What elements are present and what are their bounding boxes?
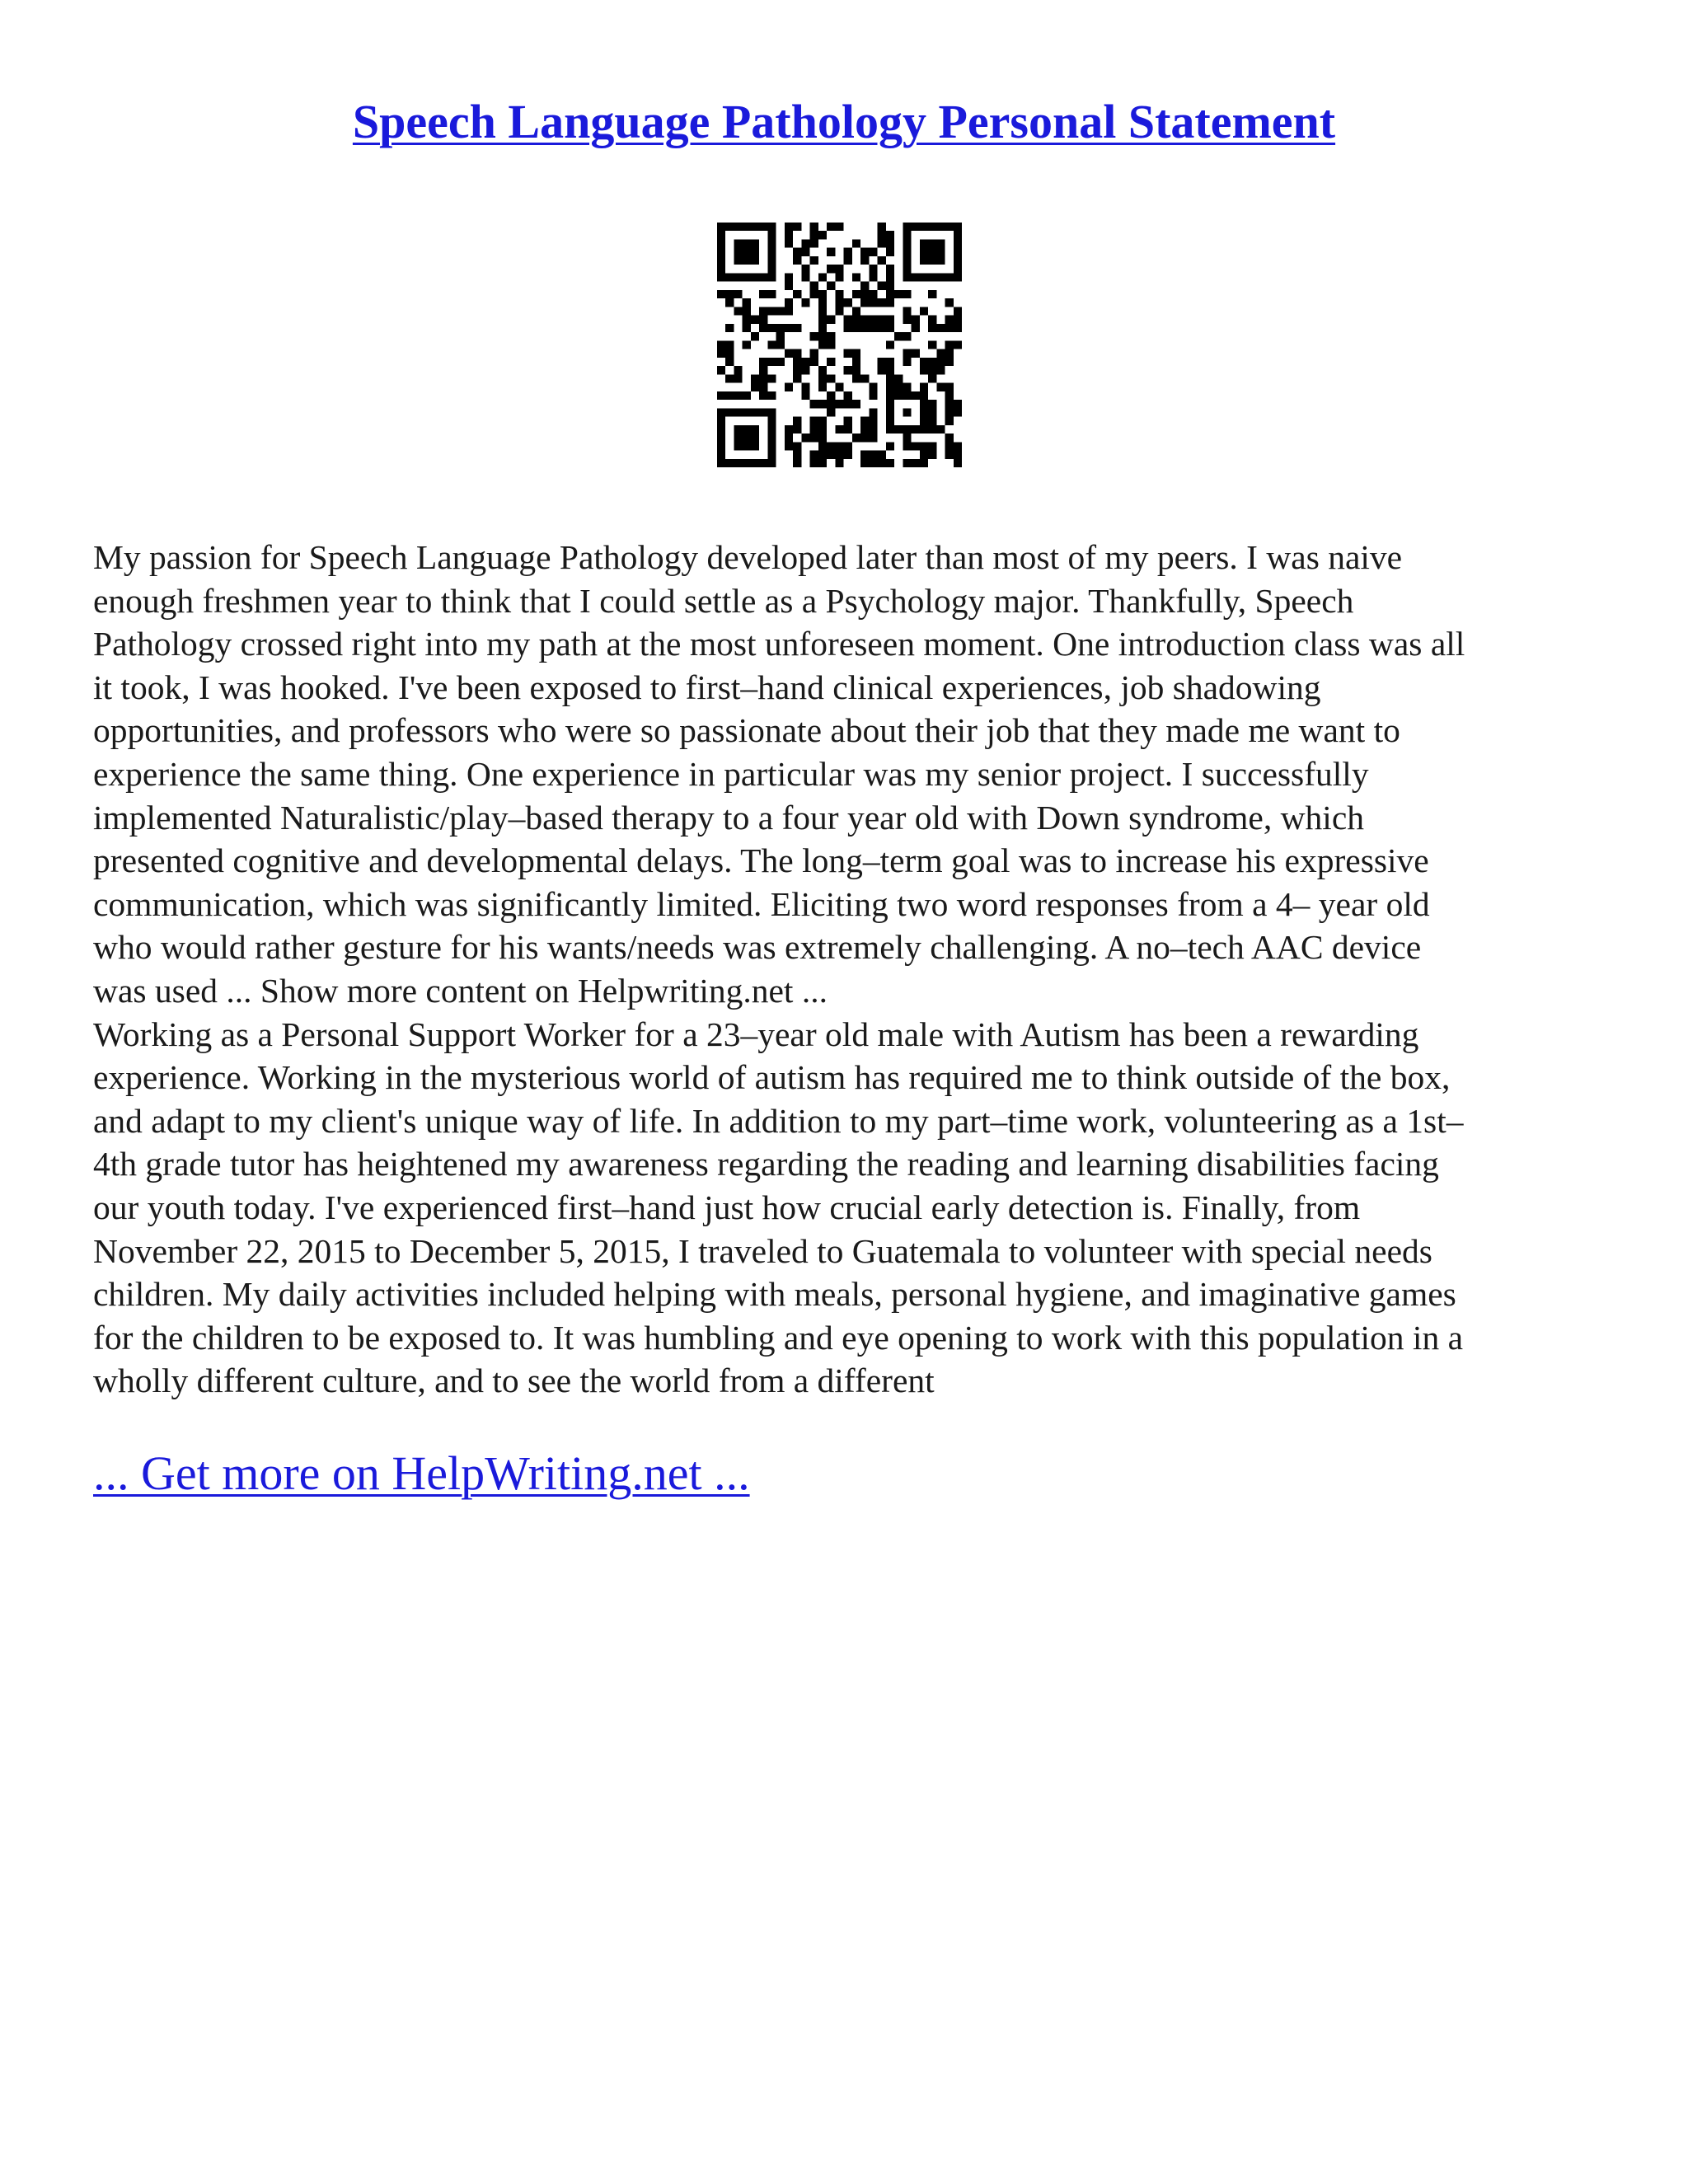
paragraph-intro: My passion for Speech Language Pathology developed later than most of my peers. I was naive enough freshmen year to think that I could settle as a Psychology major. Thankfully, Speech Pathology crossed right into my path at the most unforeseen moment. One introduction class was all it took, I was hooked. I've been exposed to first–hand clinical experiences, job shadowing opportunities, and professors who were so passionate about their job that they made me want to experience the same thing. One experience in particular was my senior project. I successfully implemented Naturalistic/play–based therapy to a four year old with Down syndrome, which presented cognitive and developmental delays. The long–term goal was to increase his expressive communication, which was significantly limited. Eliciting two word responses from a 4– year old who would rather gesture for his wants/needs was extremely challenging. A no–tech AAC device was used ... Show more content on Helpwriting.net ... — [93, 538, 1465, 1010]
get-more-link[interactable]: ... Get more on HelpWriting.net ... — [93, 1446, 750, 1500]
qr-code-icon — [717, 223, 962, 467]
title-link[interactable]: Speech Language Pathology Personal Statement — [352, 95, 1336, 148]
page-title — [0, 89, 1688, 155]
paragraph-experience: Working as a Personal Support Worker for a 23–year old male with Autism has been a rewarding experience. Working in the mysterious world of autism has required me to think outside of the box, and adapt to my client's unique way of life. In addition to my part–time work, volunteering as a 1st– 4th grade tutor has heightened my awareness regarding the reading and learning disabilities facing our youth today. I've experienced first–hand just how crucial early detection is. Finally, from November 22, 2015 to December 5, 2015, I traveled to Guatemala to volunteer with special needs children. My daily activities included helping with meals, personal hygiene, and imaginative games for the children to be exposed to. It was humbling and eye opening to work with this population in a wholly different culture, and to see the world from a different — [93, 1015, 1464, 1400]
get-more-link-container — [93, 1444, 750, 1503]
article-body — [93, 536, 1601, 1403]
